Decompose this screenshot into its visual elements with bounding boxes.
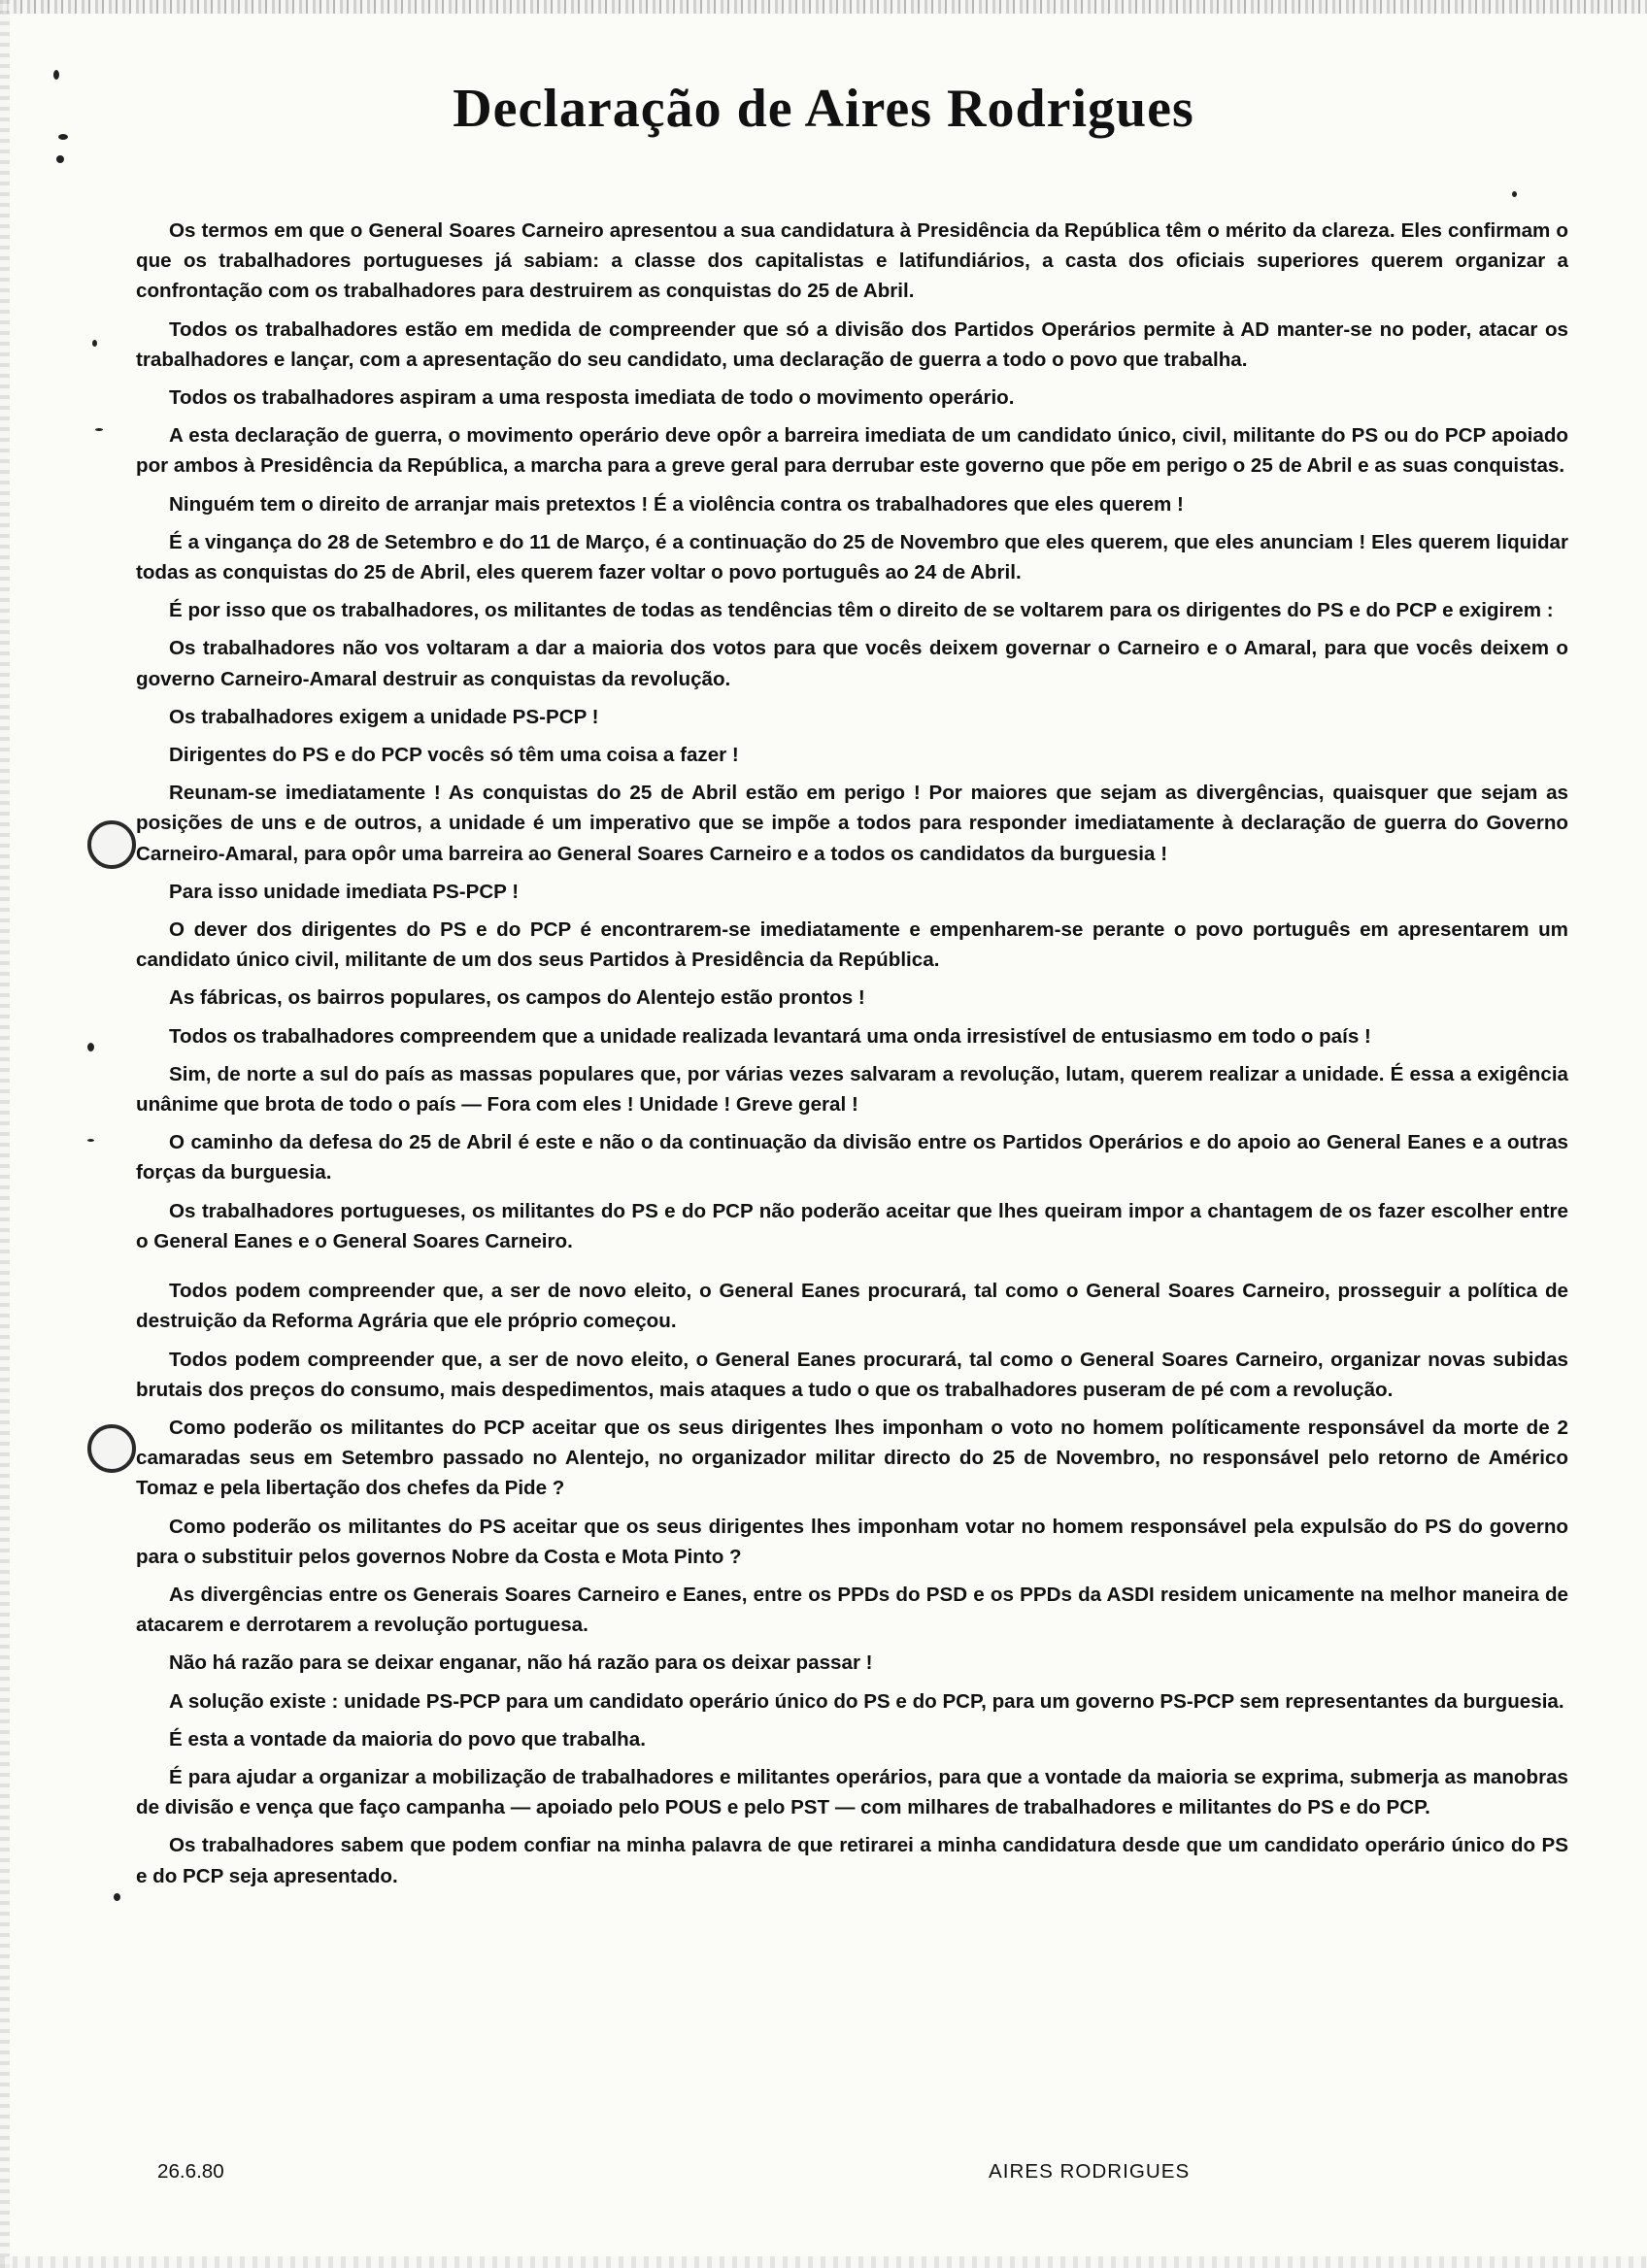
paragraph: A esta declaração de guerra, o movimento operário deve opôr a barreira imediata de um candidato único, civil, militante do PS ou do PCP apoiado por ambos à Presidência da República, a marcha para a greve geral para derrubar este governo que põe em perigo o 25 de Abril e as suas conquistas. (136, 424, 1568, 478)
scan-speck (92, 340, 97, 347)
paragraph: Dirigentes do PS e do PCP vocês só têm uma coisa a fazer ! (169, 744, 739, 767)
paragraph: Os trabalhadores não vos voltaram a dar a maioria dos votos para que vocês deixem governar o Carneiro e o Amaral, para que vocês deixem o governo Carneiro-Amaral destruir as conquistas da revolução. (136, 637, 1568, 690)
paragraph: Todos podem compreender que, a ser de novo eleito, o General Eanes procurará, tal como o General Soares Carneiro, organizar novas subidas brutais dos preços do consumo, mais despedimentos, mais ataques a tudo o que os trabalhadores puseram de pé com a revolução. (136, 1348, 1568, 1401)
paragraph: Todos os trabalhadores estão em medida de compreender que só a divisão dos Partidos Operários permite à AD manter-se no poder, atacar os trabalhadores e lançar, com a apresentação do seu candidato, uma declaração de guerra a todo o povo que trabalha. (136, 317, 1568, 371)
paragraph: Os trabalhadores exigem a unidade PS-PCP ! (169, 705, 599, 728)
author-signature: AIRES RODRIGUES (989, 2160, 1191, 2183)
scan-speck (1512, 191, 1517, 197)
scan-speck (87, 1043, 94, 1051)
paragraph: As divergências entre os Generais Soares Carneiro e Eanes, entre os PPDs do PSD e os PPDs da ASDI residem unicamente na melhor maneira de atacarem e derrotarem a revolução portuguesa. (136, 1583, 1568, 1637)
paragraph: A solução existe : unidade PS-PCP para um candidato operário único do PS e do PCP, para um governo PS-PCP sem representantes da burguesia. (169, 1689, 1564, 1713)
paragraph: Como poderão os militantes do PCP aceitar que os seus dirigentes lhes imponham o voto no homem políticamente responsável da morte de 2 camaradas seus em Setembro passado no Alentejo, no organizador militar directo do 25 de Novembro, no responsável pelo retorno de Américo Tomaz e pela libertação dos chefes da Pide ? (136, 1416, 1568, 1500)
paragraph: Reunam-se imediatamente ! As conquistas do 25 de Abril estão em perigo ! Por maiores que sejam as divergências, quaisquer que sejam as posições de uns e de outros, a unidade é um imperativo que se impõe a todos para responder imediatamente à declaração de guerra do Governo Carneiro-Amaral, para opôr uma barreira ao General Soares Carneiro e a todos os candidatos da burguesia ! (136, 782, 1568, 865)
declaration-body (136, 216, 1568, 1899)
paragraph: As fábricas, os bairros populares, os campos do Alentejo estão prontos ! (169, 986, 865, 1010)
paragraph: É para ajudar a organizar a mobilização de trabalhadores e militantes operários, para que a vontade da maioria se exprima, submerja as manobras de divisão e vença que faço campanha — apoiado pelo POUS e pelo PST — com milhares de trabalhadores e militantes do PS e do PCP. (136, 1765, 1568, 1819)
page-title: Declaração de Aires Rodrigues (453, 79, 1194, 139)
document-date: 26.6.80 (157, 2160, 224, 2183)
paragraph: Não há razão para se deixar enganar, não há razão para os deixar passar ! (169, 1651, 873, 1675)
punch-hole (87, 820, 136, 869)
paragraph: Sim, de norte a sul do país as massas populares que, por várias vezes salvaram a revolução, lutam, querem realizar a unidade. É essa a exigência unânime que brota de todo o país — Fora com eles ! Unidade ! Greve geral ! (136, 1062, 1568, 1117)
scan-speck (95, 428, 103, 431)
paragraph: Para isso unidade imediata PS-PCP ! (169, 880, 520, 903)
paragraph: Ninguém tem o direito de arranjar mais pretextos ! É a violência contra os trabalhadores que eles querem ! (169, 492, 1184, 516)
punch-hole (87, 1424, 136, 1473)
scan-left-edge (0, 0, 10, 2268)
paragraph: É por isso que os trabalhadores, os militantes de todas as tendências têm o direito de se voltarem para os dirigentes do PS e do PCP e exigirem : (169, 599, 1554, 622)
paragraph: Todos os trabalhadores compreendem que a unidade realizada levantará uma onda irresistível de entusiasmo em todo o país ! (169, 1024, 1371, 1048)
scan-speck (56, 155, 64, 163)
paragraph: Como poderão os militantes do PS aceitar que os seus dirigentes lhes imponham votar no homem responsável pela expulsão do PS do governo para o substituir pelos governos Nobre da Costa e Mota Pinto ? (136, 1515, 1568, 1568)
paragraph: É esta a vontade da maioria do povo que trabalha. (169, 1727, 646, 1751)
paragraph: É a vingança do 28 de Setembro e do 11 de Março, é a continuação do 25 de Novembro que eles querem, que eles anunciam ! Eles querem liquidar todas as conquistas do 25 de Abril, eles querem fazer voltar o povo português ao 24 de Abril. (136, 530, 1568, 584)
scan-speck (114, 1893, 120, 1901)
scan-top-edge (0, 0, 1647, 14)
paragraph: O caminho da defesa do 25 de Abril é este e não o da continuação da divisão entre os Partidos Operários e do apoio ao General Eanes e a outras forças da burguesia. (136, 1131, 1568, 1184)
scan-bottom-edge (0, 2256, 1647, 2268)
paragraph: Os trabalhadores portugueses, os militantes do PS e do PCP não poderão aceitar que lhes queiram impor a chantagem de os fazer escolher entre o General Eanes e o General Soares Carneiro. (136, 1199, 1568, 1252)
scan-speck (87, 1139, 94, 1142)
paragraph: O dever dos dirigentes do PS e do PCP é encontrarem-se imediatamente e empenharem-se perante o povo português em apresentarem um candidato único civil, militante de um dos seus Partidos à Presidência da República. (136, 918, 1568, 972)
paragraph: Todos podem compreender que, a ser de novo eleito, o General Eanes procurará, tal como o General Soares Carneiro, prosseguir a política de destruição da Reforma Agrária que ele próprio começou. (136, 1280, 1568, 1333)
paragraph: Todos os trabalhadores aspiram a uma resposta imediata de todo o movimento operário. (169, 386, 1015, 410)
paragraph: Os termos em que o General Soares Carneiro apresentou a sua candidatura à Presidência da República têm o mérito da clareza. Eles confirmam o que os trabalhadores portugueses já sabiam: a classe dos capitalistas e latifundiários, a casta dos oficiais superiores querem organizar a confrontação com os trabalhadores para destruirem as conquistas do 25 de Abril. (136, 219, 1568, 303)
paragraph: Os trabalhadores sabem que podem confiar na minha palavra de que retirarei a minha candidatura desde que um candidato operário único do PS e do PCP seja apresentado. (136, 1834, 1568, 1887)
